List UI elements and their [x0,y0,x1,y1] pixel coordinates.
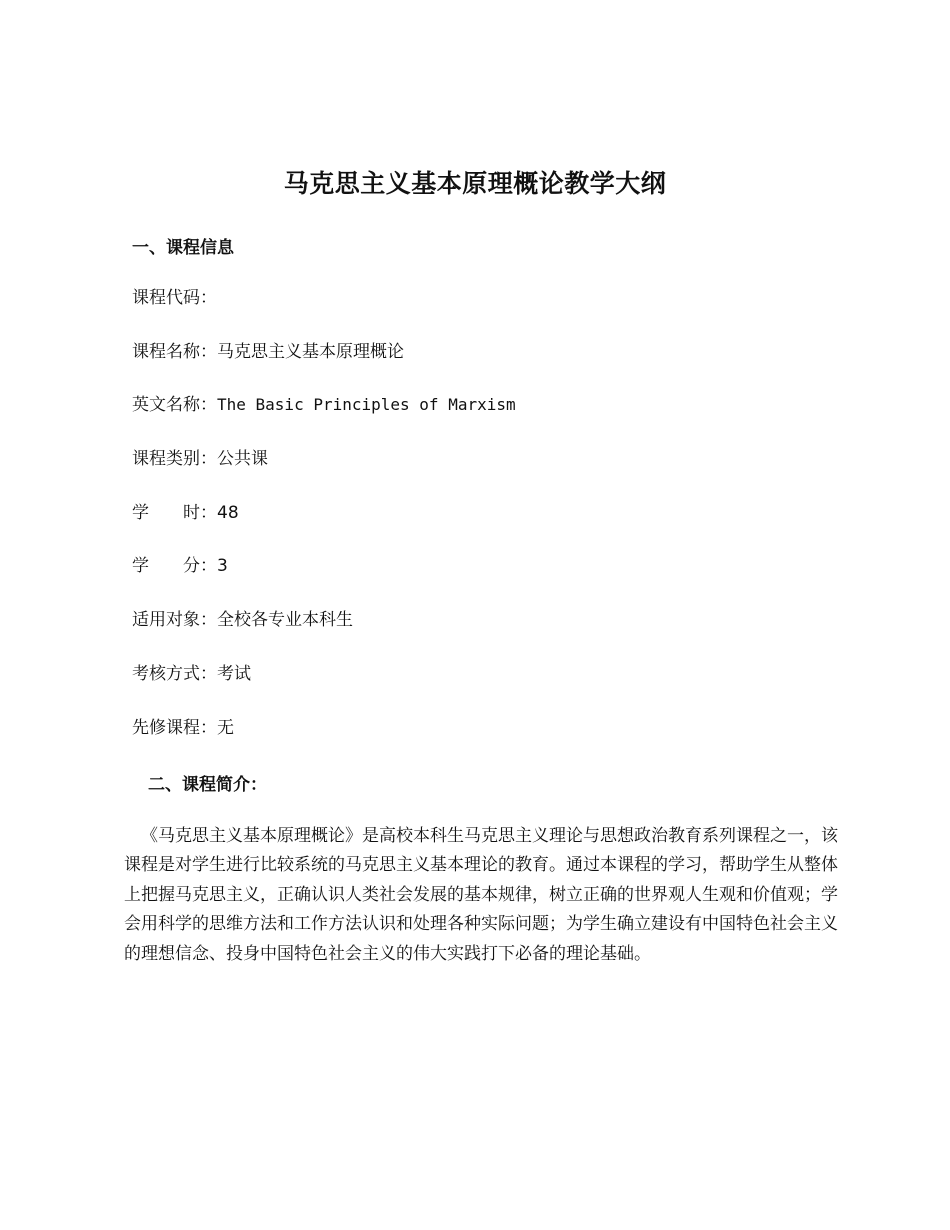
course-name-label: 课程名称： [132,341,217,362]
target-students-row [132,609,516,663]
class-hours-row [132,502,516,556]
document-title: 马克思主义基本原理概论教学大纲 [283,169,667,198]
course-name-value: 马克思主义基本原理概论 [217,341,404,362]
course-name-row [132,341,516,395]
target-students-value: 全校各专业本科生 [217,610,353,631]
prerequisites-value: 无 [217,717,234,738]
credits-value: 3 [217,556,228,577]
section-heading-course-info: 一、课程信息 [132,238,234,258]
assessment-method-label: 考核方式： [132,663,217,684]
class-hours-label: 学 时： [132,502,217,523]
course-category-row [132,448,516,502]
credits-row [132,555,516,609]
course-code-row [132,287,516,341]
course-category-value: 公共课 [217,449,268,470]
course-info-list [132,287,516,770]
course-intro-paragraph: 《马克思主义基本原理概论》是高校本科生马克思主义理论与思想政治教育系列课程之一，该课程是对学生进行比较系统的马克思主义基本理论的教育。通过本课程的学习，帮助学生从整体上把握马克思主义，正确认识人类社会发展的基本规律，树立正确的世界观人生观和价值观；学会用科学的思维方法和工作方法认识和处理各种实际问题；为学生确立建设有中国特色社会主义的理想信念、投身中国特色社会主义的伟大实践打下必备的理论基础。 [124,826,838,964]
class-hours-value: 48 [217,502,239,523]
course-code-label: 课程代码： [132,288,217,308]
section-heading-course-intro: 二、课程简介： [148,775,267,795]
english-name-label: 英文名称： [132,395,217,416]
assessment-method-value: 考试 [217,663,251,684]
assessment-method-row [132,663,516,717]
english-name-row [132,394,516,448]
course-category-label: 课程类别： [132,449,217,470]
target-students-label: 适用对象： [132,610,217,631]
english-name-value: The Basic Principles of Marxism [217,395,516,415]
prerequisites-label: 先修课程： [132,717,217,738]
prerequisites-row [132,717,516,771]
credits-label: 学 分： [132,556,217,577]
